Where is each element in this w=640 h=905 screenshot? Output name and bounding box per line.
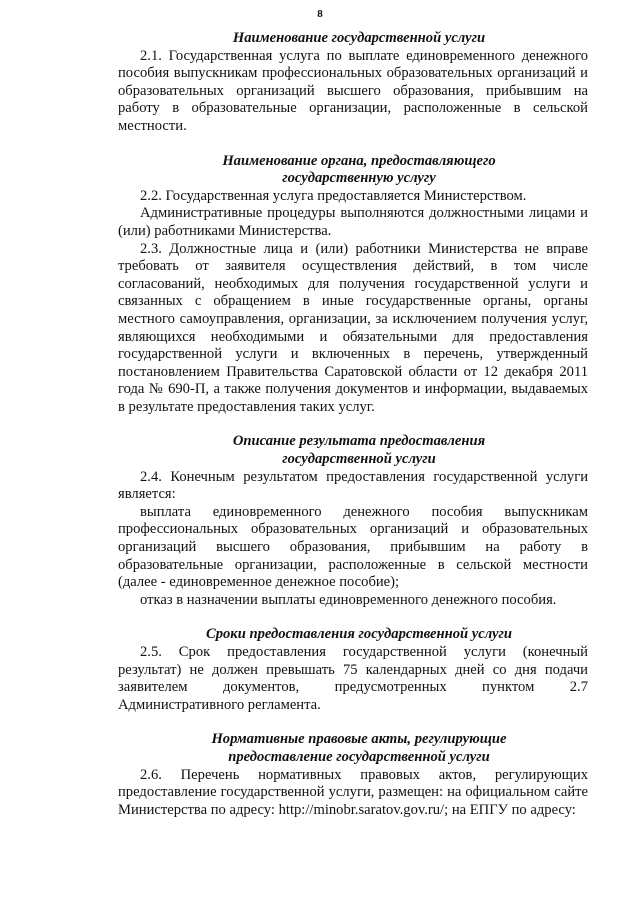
section-heading [118, 30, 588, 48]
section-service-terms [118, 626, 588, 714]
section-heading [118, 731, 588, 766]
paragraph-2-6: 2.6. Перечень нормативных правовых актов, регулирующих предоставление государственной услуги, размещен: на официальном сайте Министерства по адресу: http://minobr.saratov.gov.ru/; на ЕПГУ по адресу: [118, 766, 588, 818]
section-heading [118, 433, 588, 468]
section-heading-line: государственной услуги [282, 451, 436, 468]
paragraph-admin-procedures: Административные процедуры выполняются должностными лицами и (или) работниками Министерства. [118, 205, 588, 239]
paragraph-2-3: 2.3. Должностные лица и (или) работники Министерства не вправе требовать от заявителя осуществления действий, в том числе согласований, необходимых для получения государственной услуги и связанных с обращением в иные государственные органы, органы местного самоуправления, организации, за исключением получения услуг, являющихся необходимыми и обязательными для предоставления государственной услуги и включенных в перечень, утвержденный постановлением Правительства Саратовской области от 12 декабря 2011 года № 690-П, а также получения документов и информации, выдаваемых в результате предоставления таких услуг. [118, 240, 588, 415]
document-body [118, 0, 588, 819]
paragraph-result-payment: выплата единовременного денежного пособия выпускникам профессиональных образовательных организаций и образовательных организаций высшего образования, прибывшим на работу в образовательные организации, расположенные в сельской местности (далее - единовременное денежное пособие); [118, 503, 588, 591]
section-heading [118, 626, 588, 644]
section-regulatory-acts [118, 731, 588, 819]
paragraph-result-refusal: отказ в назначении выплаты единовременного денежного пособия. [140, 591, 557, 608]
section-service-name [118, 30, 588, 136]
section-heading-line: государственную услугу [282, 170, 436, 187]
paragraph-2-2: 2.2. Государственная услуга предоставляется Министерством. [140, 187, 527, 204]
section-heading-line: Наименование государственной услуги [232, 30, 486, 46]
section-heading-line: Сроки предоставления государственной услуги [205, 626, 513, 643]
section-heading-line: Нормативные правовые акты, регулирующие [211, 731, 507, 748]
paragraph-2-1: 2.1. Государственная услуга по выплате единовременного денежного пособия выпускникам профессиональных образовательных организаций и образовательных организаций высшего образования, прибывшим на работу в образовательные организации, расположенные в сельской местности. [118, 47, 588, 134]
section-authority-name [118, 153, 588, 417]
section-result-description [118, 433, 588, 609]
paragraph-2-4: 2.4. Конечным результатом предоставления государственной услуги является: [118, 468, 588, 503]
section-heading-line: Описание результата предоставления [232, 433, 486, 450]
section-heading-line: предоставление государственной услуги [228, 748, 490, 765]
paragraph-2-5: 2.5. Срок предоставления государственной услуги (конечный результат) не должен превышать 75 календарных дней со дня подачи заявителем документов, предусмотренных пунктом 2.7 Административного регламента. [118, 644, 588, 713]
section-heading [118, 153, 588, 188]
page-number: 8 [317, 8, 323, 20]
section-heading-line: Наименование органа, предоставляющего [222, 152, 496, 169]
